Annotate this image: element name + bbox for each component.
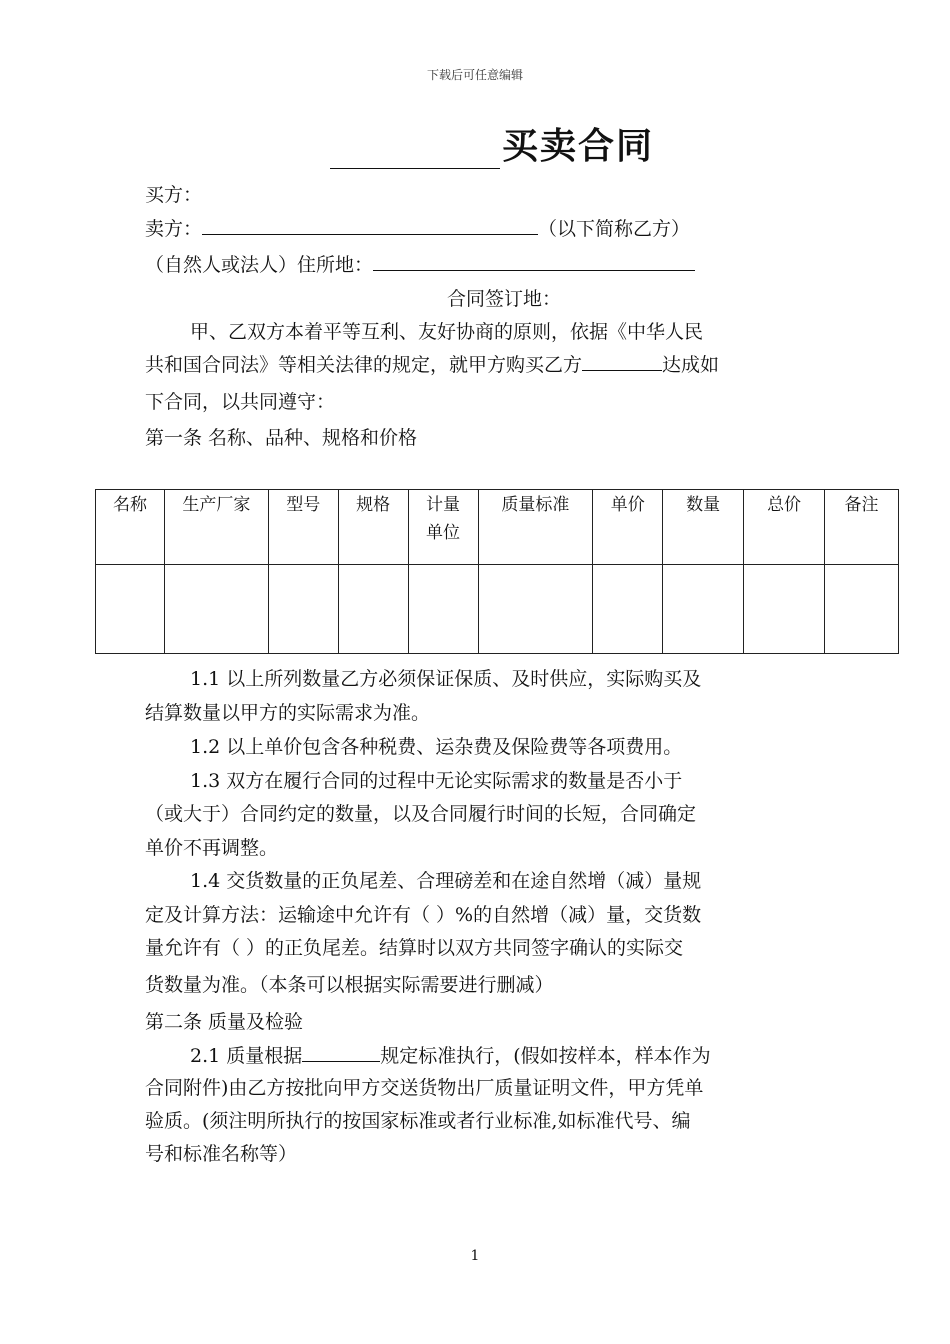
header-note: 下载后可任意编辑 — [426, 68, 523, 82]
table-cell — [663, 565, 744, 654]
clause-1-4-line-1: 1.4 交货数量的正负尾差、合理磅差和在途自然增（减）量规 — [190, 870, 702, 892]
standard-blank — [302, 1041, 380, 1062]
header-cell: 名称 — [96, 490, 165, 565]
product-blank — [582, 350, 662, 371]
seller-line — [145, 214, 690, 241]
buyer-label: 买方： — [145, 184, 203, 206]
clause-1-1-line-1: 1.1 以上所列数量乙方必须保证保质、及时供应，实际购买及 — [190, 668, 702, 690]
residence-blank — [373, 250, 695, 271]
product-table — [95, 489, 899, 654]
table-cell — [268, 565, 338, 654]
title-text: 买卖合同 — [502, 125, 655, 167]
table-cell — [825, 565, 899, 654]
clause-2-1-line-1a: 2.1 质量根据 — [190, 1045, 303, 1067]
table-row — [96, 565, 899, 654]
clause-1-2: 1.2 以上单价包含各种税费、运杂费及保险费等各项费用。 — [190, 736, 683, 758]
clause-1-3-line-1: 1.3 双方在履行合同的过程中无论实际需求的数量是否小于 — [190, 770, 683, 792]
intro-line-2a: 共和国合同法》等相关法律的规定，就甲方购买乙方 — [145, 354, 583, 376]
header-cell: 规格 — [338, 490, 408, 565]
intro-line-3: 下合同，以共同遵守： — [145, 391, 336, 413]
contract-title — [330, 118, 654, 169]
seller-suffix: （以下简称乙方） — [538, 218, 691, 240]
header-cell: 生产厂家 — [164, 490, 268, 565]
title-blank — [330, 134, 500, 169]
table-cell — [96, 565, 165, 654]
clause-1-4-line-2: 定及计算方法：运输途中允许有（ ）%的自然增（减）量，交货数 — [145, 904, 702, 926]
clause-2-1-line-2: 合同附件)由乙方按批向甲方交送货物出厂质量证明文件，甲方凭单 — [145, 1077, 704, 1099]
table-cell — [744, 565, 825, 654]
intro-line-2 — [145, 350, 719, 377]
clause-2-1-line-3: 验质。(须注明所执行的按国家标准或者行业标准,如标准代号、编 — [145, 1110, 691, 1132]
clause-2-1-line-1 — [190, 1041, 711, 1068]
header-cell: 数量 — [663, 490, 744, 565]
residence-label: （自然人或法人）住所地： — [145, 254, 374, 276]
table-cell — [593, 565, 663, 654]
intro-line-2b: 达成如 — [662, 354, 720, 376]
header-cell: 总价 — [744, 490, 825, 565]
article1-title: 第一条 名称、品种、规格和价格 — [145, 427, 418, 449]
header-cell: 备注 — [825, 490, 899, 565]
table-cell — [478, 565, 593, 654]
signing-place: 合同签订地： — [447, 288, 562, 310]
clause-2-1-line-4: 号和标准名称等） — [145, 1143, 298, 1165]
clause-1-1-line-2: 结算数量以甲方的实际需求为准。 — [145, 702, 431, 724]
header-cell-unit: 计量单位 — [426, 495, 461, 543]
buyer-line — [145, 180, 202, 207]
header-cell — [408, 490, 478, 565]
clause-1-4-line-4: 货数量为准。（本条可以根据实际需要进行删减） — [145, 974, 554, 996]
header-cell: 型号 — [268, 490, 338, 565]
page-number: 1 — [470, 1248, 480, 1264]
clause-1-3-line-2: （或大于）合同约定的数量，以及合同履行时间的长短，合同确定 — [145, 803, 697, 825]
header-cell: 单价 — [593, 490, 663, 565]
article2-title: 第二条 质量及检验 — [145, 1011, 304, 1033]
intro-line-1: 甲、乙双方本着平等互利、友好协商的原则，依据《中华人民 — [190, 321, 704, 343]
table-header-row — [96, 490, 899, 565]
table-cell — [338, 565, 408, 654]
table-cell — [408, 565, 478, 654]
table-cell — [164, 565, 268, 654]
clause-1-3-line-3: 单价不再调整。 — [145, 837, 279, 859]
clause-1-4-line-3: 量允许有（ ）的正负尾差。结算时以双方共同签字确认的实际交 — [145, 937, 684, 959]
seller-blank — [202, 214, 538, 235]
header-cell: 质量标准 — [478, 490, 593, 565]
clause-2-1-line-1b: 规定标准执行，(假如按样本，样本作为 — [380, 1045, 711, 1067]
residence-line — [145, 250, 695, 277]
seller-label: 卖方： — [145, 218, 203, 240]
